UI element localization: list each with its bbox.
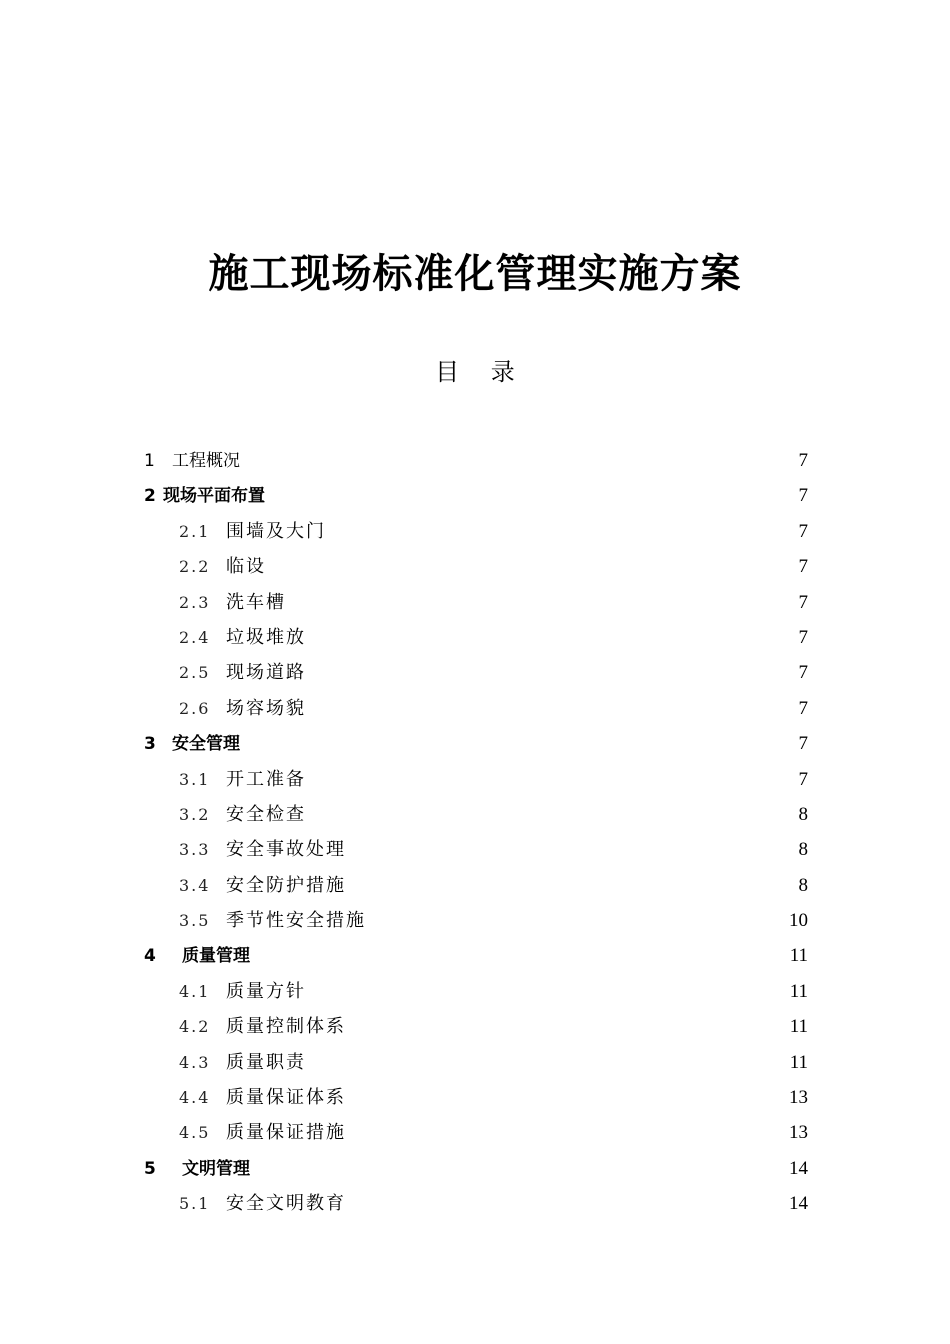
toc-entry-number: 4.4 [179,1088,211,1108]
toc-entry-number: 1 [144,451,155,471]
toc-entry-label: 质量控制体系 [226,1016,346,1038]
toc-entry-number: 3.4 [179,875,211,895]
toc-entry-label: 围墙及大门 [226,520,326,542]
toc-entry-page: 7 [798,697,808,719]
toc-entry-label: 文明管理 [182,1158,250,1179]
toc-entry-page: 8 [798,874,808,896]
toc-entry[interactable] [144,1154,808,1189]
toc-entry[interactable] [144,1118,808,1153]
toc-heading: 目 录 [435,358,515,386]
toc-entry[interactable] [144,835,808,870]
toc-entry-label: 质量管理 [182,946,250,967]
toc-entry[interactable] [144,871,808,906]
toc-entry-number: 3 [144,734,156,755]
toc-entry[interactable] [144,517,808,552]
toc-entry-number: 4.5 [179,1123,211,1143]
toc-entry[interactable] [144,446,808,481]
toc-entry-page: 14 [789,1193,808,1215]
toc-entry-number: 2 [144,486,156,507]
toc-entry-label: 现场道路 [226,662,306,684]
toc-entry-label: 安全事故处理 [226,839,346,861]
toc-entry-page: 7 [798,450,808,471]
toc-entry-number: 2.3 [179,592,211,612]
toc-entry[interactable] [144,1083,808,1118]
toc-entry-number: 2.6 [179,698,211,718]
toc-entry-page: 7 [798,733,808,755]
toc-entry-label: 质量方针 [226,980,306,1002]
table-of-contents [144,446,808,1225]
toc-entry-number: 2.1 [179,521,211,541]
toc-entry[interactable] [144,941,808,976]
toc-entry[interactable] [144,623,808,658]
toc-entry-label: 开工准备 [226,768,306,790]
toc-entry[interactable] [144,588,808,623]
toc-entry-page: 11 [789,1016,808,1038]
toc-entry[interactable] [144,694,808,729]
toc-entry-page: 11 [789,1051,808,1073]
toc-entry-number: 3.1 [179,769,211,789]
toc-entry-number: 4.2 [179,1017,211,1037]
toc-entry-label: 场容场貌 [226,697,306,719]
toc-entry[interactable] [144,800,808,835]
toc-entry-page: 7 [798,591,808,613]
toc-entry-number: 4 [144,946,156,967]
toc-entry-number: 5 [144,1158,156,1179]
toc-entry-number: 4.3 [179,1052,211,1072]
toc-entry-label: 质量保证措施 [226,1122,346,1144]
toc-entry-page: 14 [789,1157,808,1179]
document-title: 施工现场标准化管理实施方案 [208,251,742,297]
toc-entry[interactable] [144,552,808,587]
toc-entry-number: 5.1 [179,1194,211,1214]
toc-entry-page: 11 [789,945,808,967]
toc-entry[interactable] [144,729,808,764]
toc-entry-page: 13 [789,1122,808,1144]
toc-entry-number: 2.5 [179,663,211,683]
toc-entry-page: 7 [798,768,808,790]
toc-entry-label: 质量职责 [226,1051,306,1073]
toc-entry-number: 3.3 [179,840,211,860]
toc-entry-number: 2.2 [179,557,211,577]
toc-entry[interactable] [144,906,808,941]
toc-entry-label: 安全管理 [172,734,240,755]
toc-entry-page: 7 [798,556,808,578]
toc-entry-label: 临设 [226,556,266,578]
toc-entry-page: 11 [789,980,808,1002]
toc-entry-label: 工程概况 [172,451,240,471]
toc-entry[interactable] [144,1048,808,1083]
toc-entry[interactable] [144,1189,808,1224]
toc-entry-page: 7 [798,520,808,542]
toc-entry-label: 垃圾堆放 [226,626,306,648]
toc-entry-label: 安全检查 [226,803,306,825]
toc-entry[interactable] [144,658,808,693]
toc-entry[interactable] [144,765,808,800]
toc-entry-page: 7 [798,485,808,507]
toc-entry-number: 3.5 [179,911,211,931]
toc-entry-label: 安全文明教育 [226,1193,346,1215]
toc-entry-page: 8 [798,803,808,825]
toc-entry[interactable] [144,481,808,516]
toc-entry-page: 8 [798,839,808,861]
toc-entry[interactable] [144,977,808,1012]
toc-entry-number: 4.1 [179,981,211,1001]
toc-entry-label: 质量保证体系 [226,1087,346,1109]
toc-entry[interactable] [144,1012,808,1047]
toc-entry-page: 10 [789,910,808,932]
toc-entry-page: 7 [798,626,808,648]
toc-entry-number: 3.2 [179,804,211,824]
toc-entry-page: 7 [798,662,808,684]
toc-entry-label: 洗车槽 [226,591,286,613]
toc-entry-label: 现场平面布置 [163,486,265,507]
toc-entry-page: 13 [789,1087,808,1109]
toc-entry-number: 2.4 [179,627,211,647]
toc-entry-label: 季节性安全措施 [226,910,366,932]
toc-entry-label: 安全防护措施 [226,874,346,896]
